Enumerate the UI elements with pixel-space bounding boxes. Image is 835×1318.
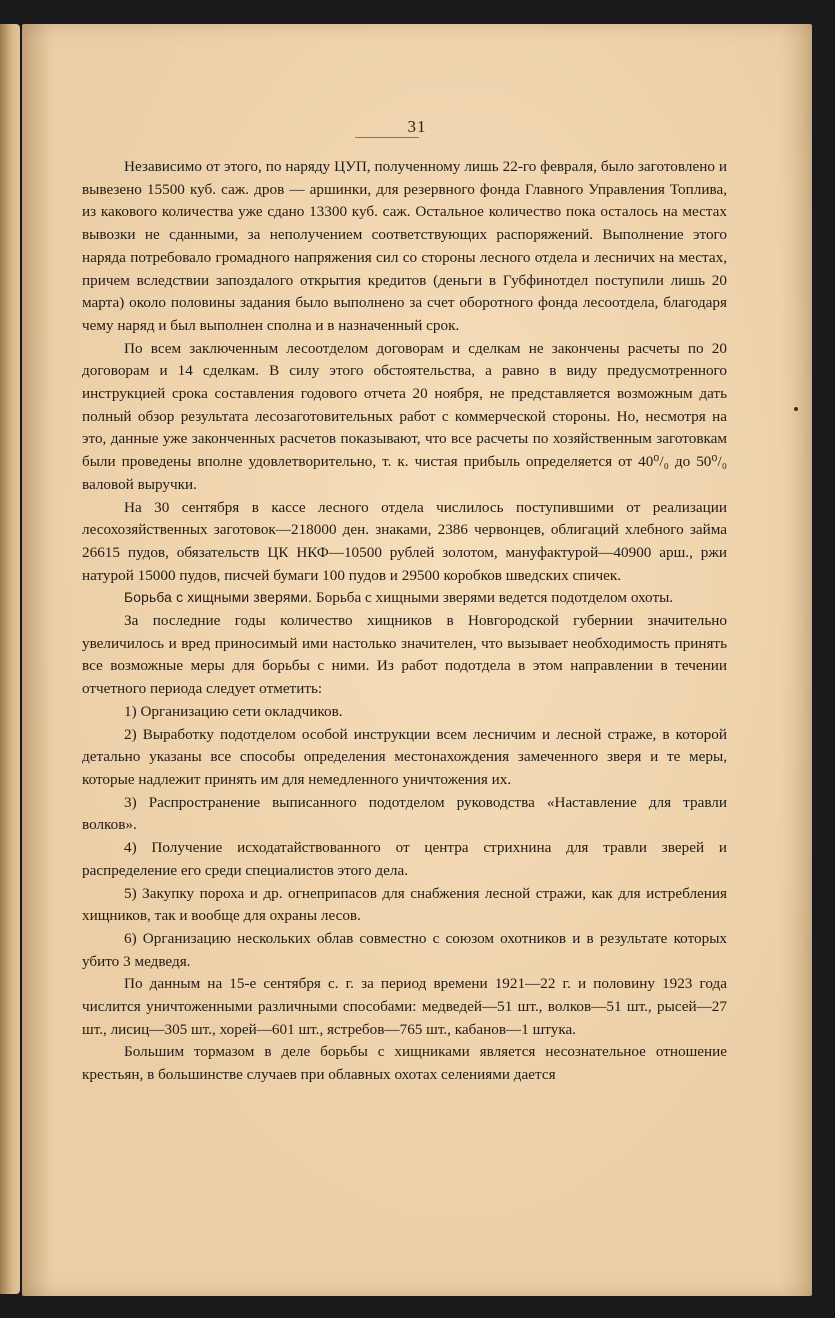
book-page [22,24,812,1296]
page-number-rule [355,137,419,138]
page-text [82,156,727,1087]
paragraph: На 30 сентября в кассе лесного отдела числилось поступившими от реализации лесохозяйственных заготовок—218000 ден. знаками, 2386 червонцев, облигаций хлебного займа 26615 пудов, обязательств ЦК НКФ—10500 рублей золотом, мануфактурой—40900 арш., ржи натурой 15000 пудов, писчей бумаги 100 пудов и 29500 коробков шведских спичек. [82,498,727,584]
list-item: 2) Выработку подотделом особой инструкции всем лесничим и лесной страже, в которой детально указаны все способы определения местонахождения замеченного зверя и те меры, которые надлежит принять им для немедленного уничтожения их. [82,725,727,788]
section-paragraph [82,587,727,610]
section-heading: Борьба с хищными зверями. [124,590,313,606]
section-lead: Борьба с хищными зверями ведется подотделом охоты. [315,589,674,607]
paragraph: Большим тормазом в деле борьбы с хищниками является несознательное отношение крестьян, в большинстве случаев при облавных охотах селениями дается [82,1043,727,1084]
page-number: 31 [407,117,427,136]
list-item: 4) Получение исходатайствованного от центра стрихнина для травли зверей и распределение его среди специалистов этого дела. [82,839,727,879]
paragraph: По всем заключенным лесоотделом договорам и сделкам не закончены расчеты по 20 договорам и 14 сделкам. В силу этого обстоятельства, а равно в виду предусмотренного инструкцией срока составления годового отчета 20 ноября, не представляется возможным дать полный обзор результата лесозаготовительных работ с коммерческой стороны. Но, несмотря на это, данные уже законченных расчетов показывают, что все расчеты по хозяйственным заготовкам были проведены вполне удовлетворительно, т. к. чистая прибыль определяется от 40⁰/₀ до 50⁰/₀ валовой выручки. [82,339,727,493]
paragraph: За последние годы количество хищников в Новгородской губернии значительно увеличилось и вред приносимый ими настолько значителен, что вызывает необходимость принять все возможные меры для борьбы с ними. Из работ подотдела в этом направлении в течении отчетного периода следует отметить: [82,612,727,698]
list-item: 1) Организацию сети окладчиков. [124,702,343,720]
list-item: 3) Распространение выписанного подотделом руководства «Наставление для травли волков». [82,793,727,834]
list-item: 6) Организацию нескольких облав совместно с союзом охотников и в результате которых убито 3 медведя. [82,929,727,970]
paragraph: Независимо от этого, по наряду ЦУП, полученному лишь 22-го февраля, было заготовлено и вывезено 15500 куб. саж. дров — аршинки, для резервного фонда Главного Управления Топлива, из какового количества уже сдано 13300 куб. саж. Остальное количество пока осталось на местах вывозки не сданными, за неполучением соответствующих распоряжений. Выполнение этого наряда потребовало громадного напряжения сил со стороны лесного отдела и лесничих на местах, причем вследствии запоздалого открытия кредитов (деньги в Губфинотдел поступили лишь 20 марта) около половины задания было выполнено за счет оборотного фонда лесоотдела, благодаря чему наряд и был выполнен сполна и в назначенный срок. [82,158,727,334]
ink-spot [794,407,798,411]
list-item: 5) Закупку пороха и др. огнеприпасов для снабжения лесной стражи, как для истребления хищников, так и вообще для охраны лесов. [82,884,727,925]
paragraph: По данным на 15-е сентября с. г. за период времени 1921—22 г. и половину 1923 года числится уничтоженными различными способами: медведей—51 шт., волков—51 шт., рысей—27 шт., лисиц—305 шт., хорей—601 шт., ястребов—765 шт., кабанов—1 штука. [82,975,727,1038]
left-page-edge [0,24,20,1294]
